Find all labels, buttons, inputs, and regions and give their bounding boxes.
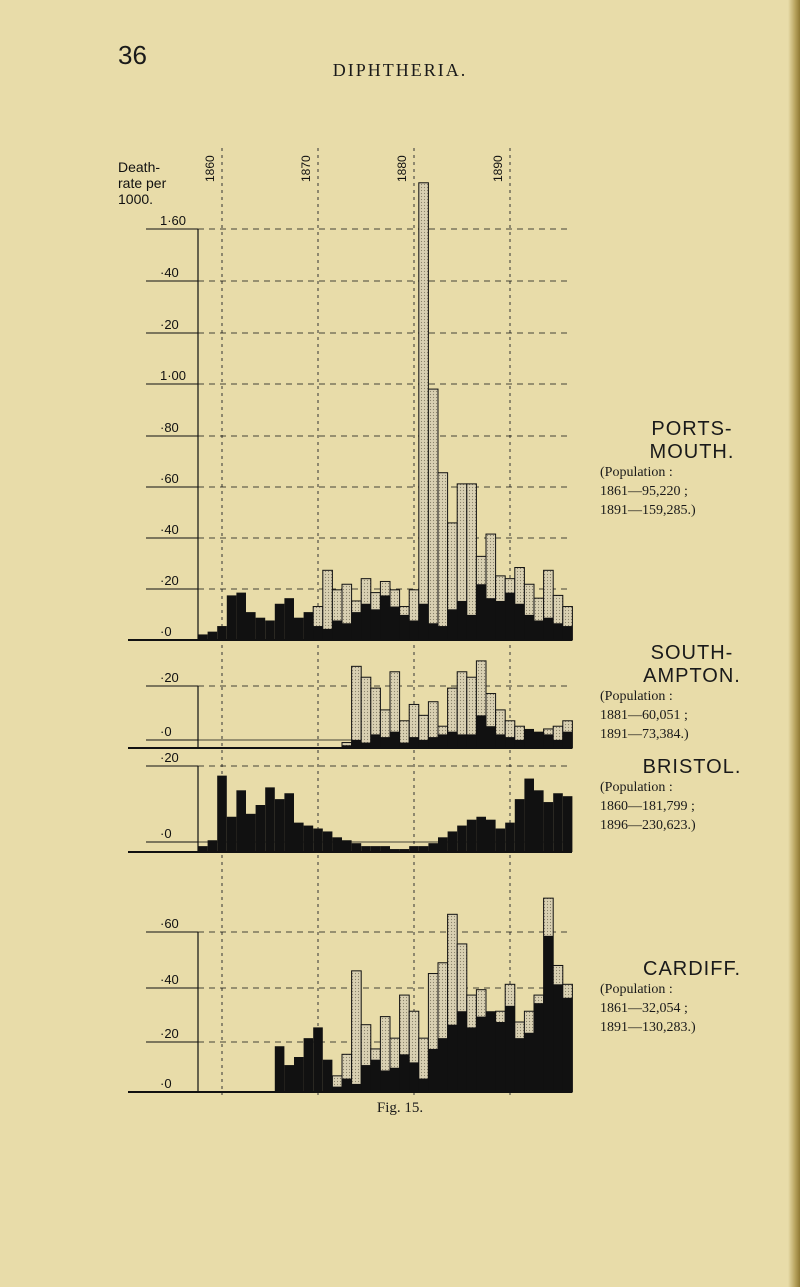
solid-bar [476, 715, 486, 748]
population-line: 1861—95,220 ; [600, 483, 688, 499]
y-tick-label: ·0 [160, 826, 172, 841]
y-tick-label: ·40 [160, 265, 179, 280]
solid-bar [524, 729, 534, 748]
y-tick-label: ·60 [160, 916, 179, 931]
year-tick-label: 1890 [491, 155, 505, 182]
population-line: (Population : [600, 689, 673, 704]
year-tick-label: 1870 [299, 155, 313, 182]
solid-bar [419, 740, 429, 748]
solid-bar [428, 843, 438, 852]
panel-label-portsmouth [592, 418, 792, 521]
solid-bar [352, 612, 362, 640]
solid-bar [496, 829, 506, 853]
solid-bar [304, 612, 314, 640]
solid-bar [380, 737, 390, 748]
population-line: 1860—181,799 ; [600, 798, 695, 814]
solid-bar [342, 840, 352, 852]
y-tick-label: ·0 [160, 1076, 172, 1091]
solid-bar [332, 837, 342, 852]
solid-bar [505, 1006, 515, 1092]
solid-bar [294, 618, 304, 640]
population-line: 1881—60,051 ; [600, 707, 688, 723]
solid-bar [505, 823, 515, 852]
panel-label-cardiff [592, 958, 792, 1038]
solid-bar [409, 737, 419, 748]
solid-bar [265, 787, 275, 852]
solid-bar [563, 626, 573, 640]
solid-bar [371, 734, 381, 748]
solid-bar [313, 829, 323, 853]
population-line: 1891—130,283.) [600, 1019, 696, 1035]
y-tick-label: ·40 [160, 972, 179, 987]
y-tick-label: ·20 [160, 573, 179, 588]
solid-bar [236, 790, 246, 852]
outline-bar [352, 666, 362, 748]
solid-bar [409, 620, 419, 640]
solid-bar [515, 799, 525, 852]
solid-bar [246, 612, 256, 640]
solid-bar [323, 1060, 333, 1092]
solid-bar [400, 615, 410, 640]
solid-bar [457, 1011, 467, 1092]
solid-bar [236, 593, 246, 640]
page-number: 36 [118, 40, 147, 70]
solid-bar [409, 1062, 419, 1092]
population-line: (Population : [600, 780, 673, 795]
solid-bar [246, 814, 256, 852]
solid-bar [486, 726, 496, 748]
solid-bar [390, 1068, 400, 1092]
solid-bar [544, 936, 554, 1092]
solid-bar [256, 805, 266, 852]
solid-bar [448, 1025, 458, 1092]
population-line: 1891—159,285.) [600, 502, 696, 518]
outline-bar [438, 473, 448, 640]
solid-bar [275, 799, 285, 852]
population-line: 1861—32,054 ; [600, 1000, 688, 1016]
population-line: (Population : [600, 465, 673, 480]
y-tick-label: ·20 [160, 1026, 179, 1041]
solid-bar [371, 609, 381, 640]
solid-bar [256, 618, 266, 640]
panel-label-bristol [592, 756, 792, 836]
outline-bar [361, 677, 371, 748]
y-tick-label: ·80 [160, 420, 179, 435]
solid-bar [553, 984, 563, 1092]
solid-bar [390, 732, 400, 748]
solid-bar [515, 740, 525, 748]
solid-bar [486, 820, 496, 852]
solid-bar [217, 626, 227, 640]
solid-bar [544, 802, 554, 852]
solid-bar [390, 607, 400, 640]
solid-bar [361, 604, 371, 640]
solid-bar [534, 620, 544, 640]
solid-bar [313, 1027, 323, 1092]
solid-bar [524, 779, 534, 852]
solid-bar [342, 1079, 352, 1092]
solid-bar [428, 737, 438, 748]
solid-bar [476, 1017, 486, 1092]
solid-bar [294, 1057, 304, 1092]
year-tick-label: 1880 [395, 155, 409, 182]
solid-bar [284, 1065, 294, 1092]
solid-bar [323, 629, 333, 640]
solid-bar [380, 1070, 390, 1092]
solid-bar [438, 734, 448, 748]
solid-bar [217, 776, 227, 852]
solid-bar [496, 1022, 506, 1092]
solid-bar [438, 1038, 448, 1092]
solid-bar [563, 732, 573, 748]
solid-bar [534, 732, 544, 748]
y-tick-label: ·60 [160, 471, 179, 486]
solid-bar [563, 796, 573, 852]
solid-bar [544, 734, 554, 748]
solid-bar [534, 1003, 544, 1092]
solid-bar [505, 737, 515, 748]
solid-bar [553, 793, 563, 852]
solid-bar [419, 604, 429, 640]
solid-bar [457, 601, 467, 640]
solid-bar [304, 1038, 314, 1092]
solid-bar [313, 626, 323, 640]
solid-bar [515, 604, 525, 640]
solid-bar [467, 734, 477, 748]
panel-label-southampton [592, 642, 792, 745]
y-tick-label: ·0 [160, 624, 172, 639]
y-axis-title: 1000. [118, 191, 154, 207]
solid-bar [323, 831, 333, 852]
solid-bar [361, 1065, 371, 1092]
solid-bar [563, 998, 573, 1092]
population-line: 1896—230,623.) [600, 817, 696, 833]
solid-bar [294, 823, 304, 852]
solid-bar [352, 843, 362, 852]
population-line: 1891—73,384.) [600, 726, 689, 742]
solid-bar [400, 1054, 410, 1092]
outline-bar [419, 183, 429, 640]
y-tick-label: ·0 [160, 724, 172, 739]
solid-bar [419, 1079, 429, 1092]
solid-bar [284, 793, 294, 852]
y-tick-label: 1·60 [160, 213, 187, 228]
solid-bar [457, 826, 467, 852]
solid-bar [534, 790, 544, 852]
outline-bar [428, 389, 438, 640]
year-tick-label: 1860 [203, 155, 217, 182]
solid-bar [448, 831, 458, 852]
solid-bar [438, 626, 448, 640]
solid-bar [227, 595, 237, 640]
y-axis-title: Death- [118, 159, 161, 175]
solid-bar [275, 604, 285, 640]
solid-bar [457, 734, 467, 748]
solid-bar [496, 734, 506, 748]
figure-caption: Fig. 15. [376, 1100, 424, 1116]
outline-bar [352, 971, 362, 1092]
solid-bar [428, 623, 438, 640]
y-tick-label: ·20 [160, 670, 179, 685]
solid-bar [515, 1038, 525, 1092]
panel-title: MOUTH. [649, 441, 735, 463]
panel-title: PORTS- [651, 418, 733, 440]
solid-bar [524, 615, 534, 640]
solid-bar [352, 1084, 362, 1092]
solid-bar [467, 615, 477, 640]
solid-bar [352, 740, 362, 748]
population-line: (Population : [600, 982, 673, 997]
solid-bar [208, 632, 218, 640]
panel-title: BRISTOL. [642, 756, 742, 778]
solid-bar [486, 1011, 496, 1092]
solid-bar [553, 740, 563, 748]
solid-bar [438, 837, 448, 852]
y-tick-label: ·40 [160, 522, 179, 537]
panel-title: AMPTON. [643, 665, 741, 687]
panel-title: CARDIFF. [643, 958, 741, 980]
y-tick-label: ·20 [160, 317, 179, 332]
solid-bar [227, 817, 237, 852]
running-title: DIPHTHERIA. [332, 60, 468, 80]
solid-bar [467, 820, 477, 852]
solid-bar [544, 618, 554, 640]
solid-bar [448, 732, 458, 748]
solid-bar [524, 1033, 534, 1092]
solid-bar [553, 623, 563, 640]
solid-bar [467, 1027, 477, 1092]
y-tick-label: ·20 [160, 750, 179, 765]
solid-bar [496, 601, 506, 640]
solid-bar [371, 1060, 381, 1092]
solid-bar [486, 598, 496, 640]
panel-title: SOUTH- [650, 642, 734, 664]
solid-bar [380, 595, 390, 640]
solid-bar [448, 609, 458, 640]
solid-bar [428, 1049, 438, 1092]
solid-bar [304, 826, 314, 852]
solid-bar [275, 1046, 285, 1092]
page-edge-shadow [788, 0, 800, 1287]
solid-bar [332, 620, 342, 640]
solid-bar [505, 593, 515, 640]
solid-bar [208, 840, 218, 852]
y-axis-title: rate per [118, 175, 167, 191]
solid-bar [284, 598, 294, 640]
solid-bar [265, 620, 275, 640]
y-tick-label: 1·00 [160, 368, 187, 383]
solid-bar [342, 623, 352, 640]
solid-bar [476, 817, 486, 852]
solid-bar [476, 584, 486, 640]
